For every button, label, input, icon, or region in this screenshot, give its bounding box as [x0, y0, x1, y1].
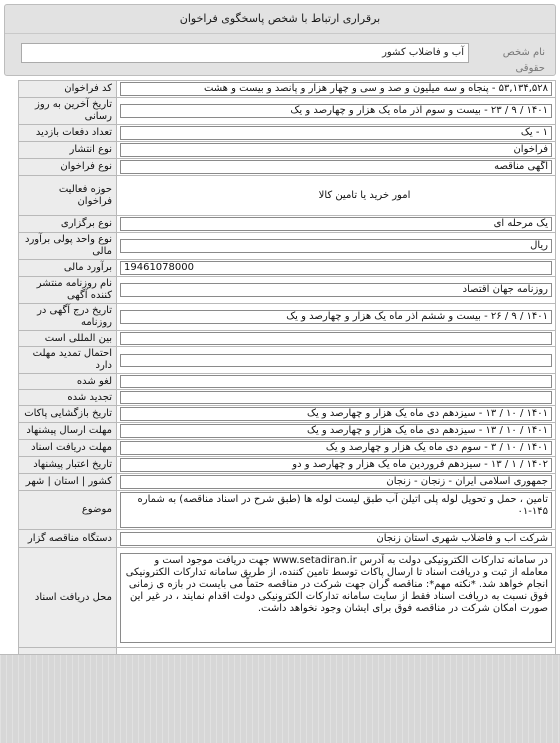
value-cell-validity	[117, 457, 556, 474]
value-call_type[interactable]: آگهی مناقصه	[120, 160, 552, 174]
label-receive_deadline: مهلت دریافت اسناد	[19, 440, 117, 457]
contact-panel	[4, 4, 556, 76]
label-renewed: تجدید شده	[19, 390, 117, 406]
value-receive_deadline[interactable]: ۱۴۰۱ / ۱۰ / ۳ - سوم دی ماه یک هزار و چهارصد و یک	[120, 441, 552, 455]
value-hold_type[interactable]: یک مرحله ای	[120, 217, 552, 231]
row-code	[19, 81, 556, 98]
value-estimate[interactable]: 19461078000	[120, 261, 552, 275]
value-open_date[interactable]: ۱۴۰۱ / ۱۰ / ۱۳ - سیزدهم دی ماه یک هزار و چهارصد و یک	[120, 407, 552, 421]
label-extension: احتمال تمدید مهلت دارد	[19, 347, 117, 374]
row-newspaper	[19, 277, 556, 304]
person-field[interactable]: آب و فاضلاب کشور	[21, 43, 469, 63]
value-validity[interactable]: ۱۴۰۲ / ۱ / ۱۳ - سیزدهم فروردین ماه یک هزار و چهارصد و دو	[120, 458, 552, 472]
value-cell-call_type	[117, 159, 556, 176]
label-open_date: تاریخ بازگشایی پاکات	[19, 406, 117, 423]
row-subject	[19, 491, 556, 530]
contact-panel-divider	[5, 33, 555, 34]
value-visits[interactable]: ۱ - یک	[120, 126, 552, 140]
value-cancelled[interactable]	[120, 375, 552, 388]
row-extension	[19, 347, 556, 374]
row-estimate	[19, 260, 556, 277]
row-location	[19, 474, 556, 491]
row-activity	[19, 176, 556, 216]
value-intl[interactable]	[120, 332, 552, 345]
value-cell-code	[117, 81, 556, 98]
value-newspaper[interactable]: روزنامه جهان اقتصاد	[120, 283, 552, 297]
label-estimate: برآورد مالی	[19, 260, 117, 277]
value-cell-subject	[117, 491, 556, 530]
label-validity: تاریخ اعتبار پیشنهاد	[19, 457, 117, 474]
details-table	[18, 80, 556, 705]
value-cell-cancelled	[117, 374, 556, 390]
contact-panel-title: برقراری ارتباط با شخص پاسخگوی فراخوان	[179, 12, 381, 25]
label-activity: حوزه فعالیت فراخوان	[19, 176, 117, 216]
label-location: کشور | استان | شهر	[19, 474, 117, 491]
value-cell-organizer	[117, 530, 556, 548]
value-send_deadline[interactable]: ۱۴۰۱ / ۱۰ / ۱۳ - سیزدهم دی ماه یک هزار و چهارصد و یک	[120, 424, 552, 438]
row-cancelled	[19, 374, 556, 390]
value-cell-location	[117, 474, 556, 491]
label-organizer: دستگاه مناقصه گزار	[19, 530, 117, 548]
value-cell-currency	[117, 233, 556, 260]
row-hold_type	[19, 216, 556, 233]
value-cell-visits	[117, 125, 556, 142]
row-ad_date	[19, 304, 556, 331]
row-open_date	[19, 406, 556, 423]
person-label: نام شخص حقوقی	[502, 47, 545, 74]
label-currency: نوع واحد پولی برآورد مالی	[19, 233, 117, 260]
label-code: کد فراخوان	[19, 81, 117, 98]
row-currency	[19, 233, 556, 260]
footer-pattern	[0, 655, 560, 743]
page-footer	[0, 654, 560, 743]
value-doc_place[interactable]: در سامانه تدارکات الکترونیکی دولت به آدرس www.setadiran.ir جهت دریافت موجود است و معامله از ثبت و دریافت اسناد تا ارسال پاکات توسط تامین کننده، از طریق سامانه تدارکات الکترونیکی انجام خواهد شد. *نکته مهم*: مناقصه گران جهت شرکت در مناقصه حتماً می بایست در بازه ی زمانی فوق نسبت به دریافت اسناد فقط از سایت سامانه تدارکات الکترونیکی دولت اقدام نمایند ، در غیر این صورت امکان شرکت در مناقصه فوق برای ایشان وجود نخواهد داشت.	[120, 553, 552, 643]
value-cell-estimate	[117, 260, 556, 277]
value-cell-send_deadline	[117, 423, 556, 440]
value-cell-update	[117, 98, 556, 125]
value-cell-hold_type	[117, 216, 556, 233]
label-doc_place: محل دریافت اسناد	[19, 548, 117, 648]
value-organizer[interactable]: شرکت آب و فاضلاب شهری استان زنجان	[120, 532, 552, 546]
value-subject[interactable]: تامین ، حمل و تحویل لوله پلی اتیلن آب طبق لیست لوله ها (طبق شرح در اسناد مناقصه) به شماره ۱۴۵-۰۱	[120, 492, 552, 528]
row-renewed	[19, 390, 556, 406]
value-cell-doc_place	[117, 548, 556, 648]
value-update[interactable]: ۱۴۰۱ / ۹ / ۲۳ - بیست و سوم آذر ماه یک هزار و چهارصد و یک	[120, 104, 552, 118]
value-activity: امور خرید یا تامین کالا	[318, 189, 411, 201]
row-organizer	[19, 530, 556, 548]
value-cell-intl	[117, 331, 556, 347]
value-cell-renewed	[117, 390, 556, 406]
label-visits: تعداد دفعات بازدید	[19, 125, 117, 142]
label-update: تاریخ آخرین به روز رسانی	[19, 98, 117, 125]
row-doc_place	[19, 548, 556, 648]
label-publish_type: نوع انتشار	[19, 142, 117, 159]
value-extension[interactable]	[120, 354, 552, 367]
row-visits	[19, 125, 556, 142]
value-cell-open_date	[117, 406, 556, 423]
value-code[interactable]: ۵۳,۱۳۴,۵۲۸ - پنجاه و سه میلیون و صد و سی و چهار هزار و پانصد و بیست و هشت	[120, 82, 552, 96]
row-intl	[19, 331, 556, 347]
value-ad_date[interactable]: ۱۴۰۱ / ۹ / ۲۶ - بیست و ششم آذر ماه یک هزار و چهارصد و یک	[120, 310, 552, 324]
label-intl: بین المللی است	[19, 331, 117, 347]
label-newspaper: نام روزنامه منتشر کننده آگهی	[19, 277, 117, 304]
value-cell-ad_date	[117, 304, 556, 331]
value-cell-publish_type	[117, 142, 556, 159]
label-cancelled: لغو شده	[19, 374, 117, 390]
row-receive_deadline	[19, 440, 556, 457]
value-currency[interactable]: ریال	[120, 239, 552, 253]
label-subject: موضوع	[19, 491, 117, 530]
value-publish_type[interactable]: فراخوان	[120, 143, 552, 157]
value-renewed[interactable]	[120, 391, 552, 404]
label-hold_type: نوع برگزاری	[19, 216, 117, 233]
value-cell-newspaper	[117, 277, 556, 304]
row-send_deadline	[19, 423, 556, 440]
label-send_deadline: مهلت ارسال پیشنهاد	[19, 423, 117, 440]
row-update	[19, 98, 556, 125]
row-call_type	[19, 159, 556, 176]
value-cell-extension	[117, 347, 556, 374]
label-ad_date: تاریخ درج آگهی در روزنامه	[19, 304, 117, 331]
value-location[interactable]: جمهوری اسلامی ایران - زنجان - زنجان	[120, 475, 552, 489]
value-cell-activity	[117, 176, 556, 216]
label-call_type: نوع فراخوان	[19, 159, 117, 176]
row-validity	[19, 457, 556, 474]
row-publish_type	[19, 142, 556, 159]
value-cell-receive_deadline	[117, 440, 556, 457]
